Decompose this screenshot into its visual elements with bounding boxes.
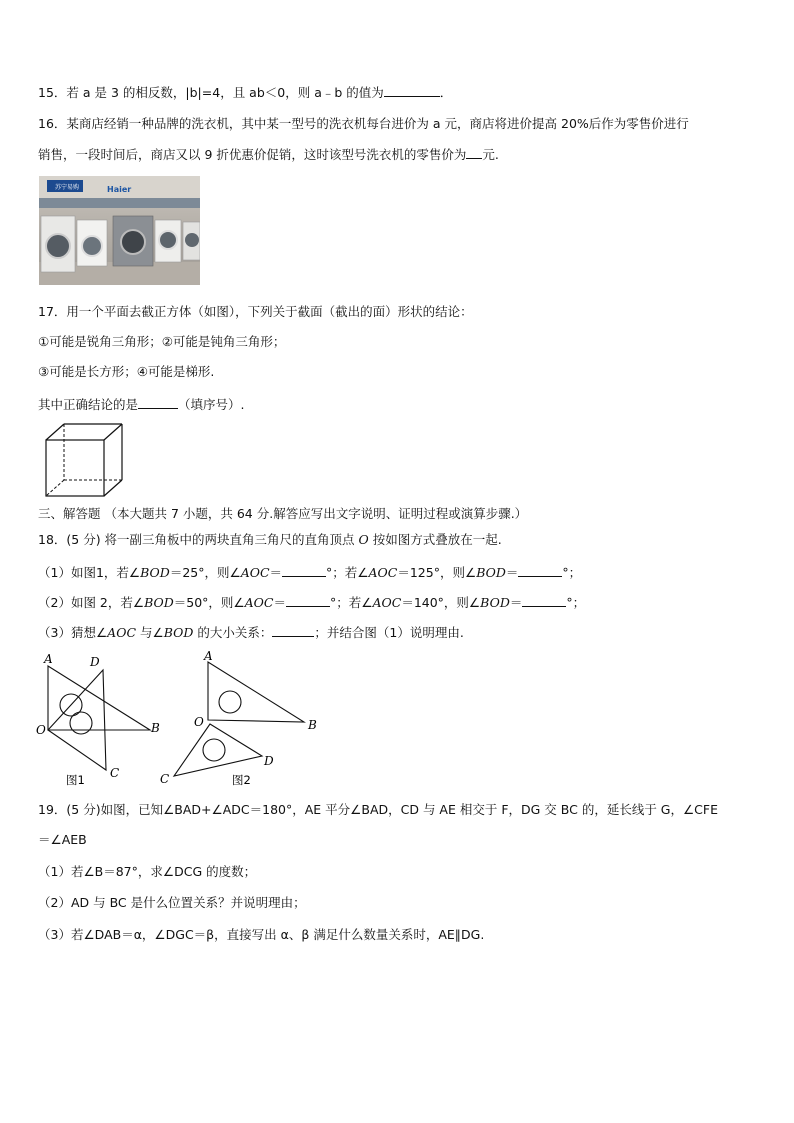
q18-p1-text: ＝ [269, 565, 283, 580]
q19-line-2: ＝∠AEB [38, 832, 87, 847]
q17-text-end: （填序号）. [178, 397, 245, 412]
cube-figure [44, 422, 126, 500]
q16-line-1: 16．某商店经销一种品牌的洗衣机，其中某一型号的洗衣机每台进价为 a 元，商店将进价提高 20%后作为零售价进行 [38, 116, 689, 131]
q18-p2-blank-2[interactable] [522, 594, 566, 607]
q16-text-end: 元. [482, 147, 499, 162]
angle-aoc-label: AOC [368, 565, 398, 580]
fig1-label-b: B [151, 721, 160, 735]
brand-logo-text: Haier [107, 185, 132, 194]
figure-2 [156, 646, 326, 790]
q18-p3-text: 的大小关系： [197, 625, 273, 640]
q18-p3-blank[interactable] [272, 624, 314, 637]
section-3-heading: 三、解答题 （本大题共 7 小题，共 64 分.解答应写出文字说明、证明过程或演算步骤.） [38, 506, 528, 521]
angle-aoc-label: AOC [107, 625, 137, 640]
store-sign-text: 苏宁易购 [55, 184, 80, 191]
fig2-label-c: C [160, 772, 170, 786]
q18-p2-text: （2）如图 2，若∠ [38, 595, 145, 610]
q18-p3-text: ；并结合图（1）说明理由. [314, 625, 464, 640]
q18-p2-text: ＝140°，则∠ [401, 595, 481, 610]
q18-stem-text-end: 按如图方式叠放在一起. [372, 532, 502, 547]
fig2-label-o: O [194, 715, 204, 729]
q18-p3-text: 与∠ [140, 625, 164, 640]
q18-p3-text: （3）猜想∠ [38, 625, 108, 640]
fig1-label-a: A [44, 652, 53, 666]
q19-line-5: （3）若∠DAB＝α，∠DGC＝β，直接写出 α、β 满足什么数量关系时，AE∥DG. [38, 927, 485, 942]
angle-aoc-label: AOC [372, 595, 402, 610]
q18-p2-text: ＝ [509, 595, 523, 610]
q18-p2-text: °；若∠ [330, 595, 373, 610]
angle-bod-label: BOD [140, 565, 170, 580]
q18-p2-text: ＝50°，则∠ [173, 595, 245, 610]
q17-line-1: 17．用一个平面去截正方体（如图），下列关于截面（截出的面）形状的结论： [38, 304, 473, 319]
q17-line-4 [38, 396, 245, 413]
fig2-label-d: D [264, 754, 274, 768]
q18-p1-blank-2[interactable] [518, 564, 562, 577]
q18-p1-text: °； [562, 565, 582, 580]
q19-line-1: 19．(5 分)如图，已知∠BAD+∠ADC＝180°，AE 平分∠BAD，CD 与 AE 相交于 F，DG 交 BC 的，延长线于 G，∠CFE [38, 802, 718, 817]
q15-answer-blank[interactable] [384, 84, 440, 97]
fig1-label-c: C [110, 766, 120, 780]
angle-aoc-label: AOC [240, 565, 270, 580]
q16-answer-blank[interactable] [466, 146, 482, 159]
washer-1 [41, 216, 75, 272]
fig2-label-a: A [204, 649, 213, 663]
angle-bod-label: BOD [163, 625, 194, 640]
angle-bod-label: BOD [480, 595, 510, 610]
q18-p1-text: ＝25°，则∠ [169, 565, 241, 580]
washer-4 [155, 220, 181, 262]
q18-p2-text: °； [566, 595, 586, 610]
angle-bod-label: BOD [144, 595, 174, 610]
fig1-caption: 图1 [66, 773, 85, 787]
q15-text-end: ． [439, 85, 453, 100]
q17-text: 其中正确结论的是 [38, 397, 139, 412]
q18-p2-text: ＝ [273, 595, 287, 610]
q18-part-3 [38, 624, 464, 641]
q18-p1-blank-1[interactable] [282, 564, 326, 577]
q18-p1-text: °；若∠ [326, 565, 369, 580]
washer-3 [113, 216, 153, 266]
fig1-label-d: D [90, 655, 100, 669]
q18-part-2 [38, 594, 585, 611]
q18-p1-text: （1）如图1，若∠ [38, 565, 141, 580]
q18-stem-text: 18．(5 分) 将一副三角板中的两块直角三角尺的直角顶点 [38, 532, 355, 547]
q17-answer-blank[interactable] [138, 396, 178, 409]
washer-2 [77, 220, 107, 266]
q18-point-o: O [358, 532, 369, 547]
angle-aoc-label: AOC [244, 595, 274, 610]
washer-5 [183, 222, 200, 260]
q17-line-2: ①可能是锐角三角形；②可能是钝角三角形； [38, 334, 286, 349]
q19-line-4: （2）AD 与 BC 是什么位置关系？并说明理由； [38, 895, 306, 910]
q16-line-2 [38, 146, 499, 163]
q17-line-3: ③可能是长方形；④可能是梯形. [38, 364, 215, 379]
q18-stem [38, 532, 502, 548]
q18-part-1 [38, 564, 581, 581]
fig2-caption: 图2 [232, 773, 251, 787]
washing-machine-photo [39, 176, 200, 285]
q18-p1-text: ＝ [505, 565, 519, 580]
q15-text: 15．若 a 是 3 的相反数，|b|=4，且 ab＜0，则 a﹣b 的值为 [38, 85, 384, 100]
fig2-label-b: B [308, 718, 317, 732]
fig1-label-o: O [36, 723, 46, 737]
q18-p2-blank-1[interactable] [286, 594, 330, 607]
q19-line-3: （1）若∠B＝87°，求∠DCG 的度数； [38, 864, 257, 879]
q16-text: 销售，一段时间后，商店又以 9 折优惠价促销，这时该型号洗衣机的零售价为 [38, 147, 467, 162]
angle-bod-label: BOD [476, 565, 506, 580]
q15-line [38, 84, 452, 101]
q18-p1-text: ＝125°，则∠ [397, 565, 477, 580]
figure-1 [34, 650, 168, 790]
